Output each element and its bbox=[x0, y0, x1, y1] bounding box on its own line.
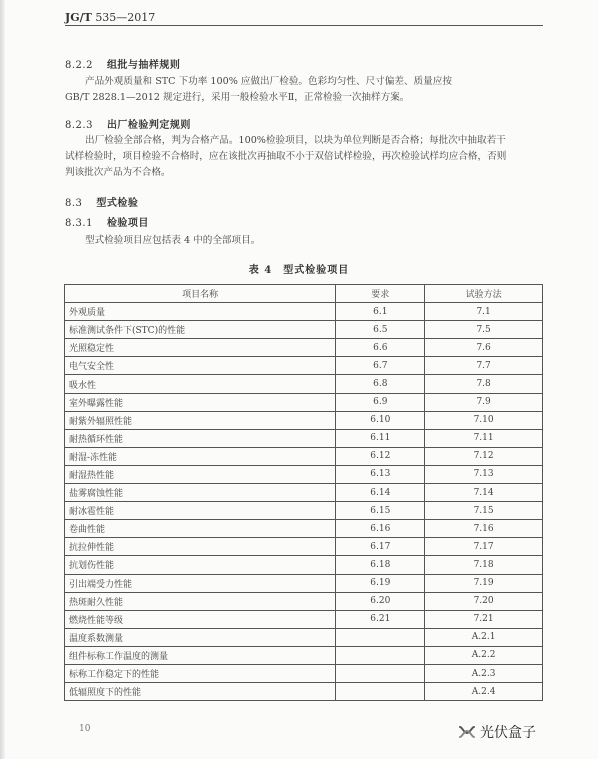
cell-requirement: 6.10 bbox=[336, 411, 425, 429]
cell-test-method: 7.11 bbox=[425, 429, 543, 447]
cell-test-method: 7.15 bbox=[425, 502, 543, 520]
cell-test-method: 7.18 bbox=[425, 556, 543, 574]
cell-item-name: 温度系数测量 bbox=[65, 628, 336, 646]
cell-requirement: 6.18 bbox=[336, 556, 425, 574]
cell-requirement: 6.9 bbox=[336, 393, 425, 411]
inspection-items-table bbox=[64, 284, 543, 701]
page-spine-shadow bbox=[0, 0, 5, 759]
section-8-2-3-heading: 8.2.3 出厂检验判定规则 bbox=[65, 120, 191, 131]
cell-item-name: 耐紫外辐照性能 bbox=[65, 411, 336, 429]
cell-requirement bbox=[336, 683, 425, 701]
table-row bbox=[65, 556, 543, 574]
cell-test-method: 7.21 bbox=[425, 610, 543, 628]
cell-test-method: 7.9 bbox=[425, 393, 543, 411]
table-row bbox=[65, 375, 543, 393]
cell-test-method: 7.6 bbox=[425, 339, 543, 357]
cell-requirement: 6.8 bbox=[336, 375, 425, 393]
cell-requirement: 6.11 bbox=[336, 429, 425, 447]
cell-requirement bbox=[336, 664, 425, 682]
cell-test-method: 7.20 bbox=[425, 592, 543, 610]
cell-item-name: 吸水性 bbox=[65, 375, 336, 393]
table-row bbox=[65, 393, 543, 411]
cell-requirement bbox=[336, 628, 425, 646]
cell-test-method: 7.17 bbox=[425, 538, 543, 556]
cell-test-method: 7.12 bbox=[425, 447, 543, 465]
column-header-requirement: 要求 bbox=[336, 285, 425, 303]
table-row bbox=[65, 574, 543, 592]
cell-requirement: 6.12 bbox=[336, 447, 425, 465]
table-row bbox=[65, 646, 543, 664]
table-row bbox=[65, 502, 543, 520]
table-row bbox=[65, 538, 543, 556]
cell-test-method: 7.10 bbox=[425, 411, 543, 429]
table-row bbox=[65, 447, 543, 465]
table-row bbox=[65, 465, 543, 483]
cell-test-method: 7.16 bbox=[425, 520, 543, 538]
cell-item-name: 盐雾腐蚀性能 bbox=[65, 484, 336, 502]
table-row bbox=[65, 610, 543, 628]
cell-test-method: 7.7 bbox=[425, 357, 543, 375]
cell-requirement: 6.13 bbox=[336, 465, 425, 483]
table-row bbox=[65, 411, 543, 429]
table-body bbox=[65, 303, 543, 701]
table-row bbox=[65, 357, 543, 375]
cell-item-name: 热斑耐久性能 bbox=[65, 592, 336, 610]
table-row bbox=[65, 484, 543, 502]
section-8-2-2-body: 产品外观质量和 STC 下功率 100% 应做出厂检验。色彩均匀性、尺寸偏差、质量应按 GB/T 2828.1—2012 规定进行，采用一般检验水平Ⅱ，正常检验一次抽样方案。 bbox=[65, 76, 452, 103]
cell-test-method: A.2.4 bbox=[425, 683, 543, 701]
watermark bbox=[458, 722, 536, 742]
cell-requirement: 6.5 bbox=[336, 321, 425, 339]
table-row bbox=[65, 339, 543, 357]
cell-item-name: 引出端受力性能 bbox=[65, 574, 336, 592]
cell-item-name: 卷曲性能 bbox=[65, 520, 336, 538]
cell-requirement bbox=[336, 646, 425, 664]
table-header-row bbox=[65, 285, 543, 303]
cell-requirement: 6.17 bbox=[336, 538, 425, 556]
cell-item-name: 耐热循环性能 bbox=[65, 429, 336, 447]
cell-item-name: 外观质量 bbox=[65, 303, 336, 321]
cell-item-name: 标准测试条件下(STC)的性能 bbox=[65, 321, 336, 339]
table-caption: 表 4 型式检验项目 bbox=[248, 265, 350, 276]
cell-test-method: 7.14 bbox=[425, 484, 543, 502]
cell-item-name: 室外曝露性能 bbox=[65, 393, 336, 411]
section-8-3-1-heading: 8.3.1 检验项目 bbox=[65, 218, 149, 229]
cell-requirement: 6.6 bbox=[336, 339, 425, 357]
section-8-2-3-body: 出厂检验全部合格，判为合格产品。100%检验项目，以块为单位判断是否合格；每批次中抽取若干 试样检验时，项目检验不合格时，应在该批次再抽取不小于双倍试样检验，再次检验试样均应合格，否则 判该批次产品为不合格。 bbox=[65, 135, 507, 178]
page-number: 10 bbox=[79, 724, 91, 734]
section-8-3-heading: 8.3 型式检验 bbox=[65, 198, 139, 209]
table-row bbox=[65, 520, 543, 538]
cell-test-method: 7.1 bbox=[425, 303, 543, 321]
wechat-channel-icon bbox=[458, 724, 476, 740]
cell-requirement: 6.19 bbox=[336, 574, 425, 592]
cell-requirement: 6.20 bbox=[336, 592, 425, 610]
cell-requirement: 6.16 bbox=[336, 520, 425, 538]
standard-code: JG/T bbox=[65, 11, 92, 24]
cell-requirement: 6.14 bbox=[336, 484, 425, 502]
cell-item-name: 组件标称工作温度的测量 bbox=[65, 646, 336, 664]
cell-requirement: 6.21 bbox=[336, 610, 425, 628]
cell-item-name: 抗划伤性能 bbox=[65, 556, 336, 574]
table-row bbox=[65, 628, 543, 646]
cell-test-method: 7.5 bbox=[425, 321, 543, 339]
page-header bbox=[65, 11, 155, 24]
column-header-test-method: 试验方法 bbox=[425, 285, 543, 303]
cell-item-name: 耐冰雹性能 bbox=[65, 502, 336, 520]
cell-requirement: 6.15 bbox=[336, 502, 425, 520]
table-row bbox=[65, 303, 543, 321]
cell-test-method: 7.19 bbox=[425, 574, 543, 592]
table-row bbox=[65, 592, 543, 610]
table-row bbox=[65, 683, 543, 701]
standard-number: 535—2017 bbox=[95, 11, 156, 24]
cell-test-method: A.2.1 bbox=[425, 628, 543, 646]
cell-test-method: 7.13 bbox=[425, 465, 543, 483]
cell-requirement: 6.1 bbox=[336, 303, 425, 321]
cell-item-name: 耐湿热性能 bbox=[65, 465, 336, 483]
cell-item-name: 标称工作稳定下的性能 bbox=[65, 664, 336, 682]
cell-item-name: 抗拉伸性能 bbox=[65, 538, 336, 556]
table-row bbox=[65, 429, 543, 447]
cell-requirement: 6.7 bbox=[336, 357, 425, 375]
section-8-2-2-heading: 8.2.2 组批与抽样规则 bbox=[65, 60, 181, 71]
cell-test-method: A.2.2 bbox=[425, 646, 543, 664]
cell-item-name: 燃烧性能等级 bbox=[65, 610, 336, 628]
cell-item-name: 低辐照度下的性能 bbox=[65, 683, 336, 701]
cell-item-name: 耐湿-冻性能 bbox=[65, 447, 336, 465]
table-row bbox=[65, 321, 543, 339]
cell-item-name: 光照稳定性 bbox=[65, 339, 336, 357]
cell-test-method: 7.8 bbox=[425, 375, 543, 393]
table-row bbox=[65, 664, 543, 682]
cell-test-method: A.2.3 bbox=[425, 664, 543, 682]
header-rule bbox=[65, 25, 543, 26]
cell-item-name: 电气安全性 bbox=[65, 357, 336, 375]
section-8-3-1-body: 型式检验项目应包括表 4 中的全部项目。 bbox=[85, 235, 261, 246]
watermark-text: 光伏盒子 bbox=[480, 725, 536, 741]
column-header-item: 项目名称 bbox=[65, 285, 336, 303]
